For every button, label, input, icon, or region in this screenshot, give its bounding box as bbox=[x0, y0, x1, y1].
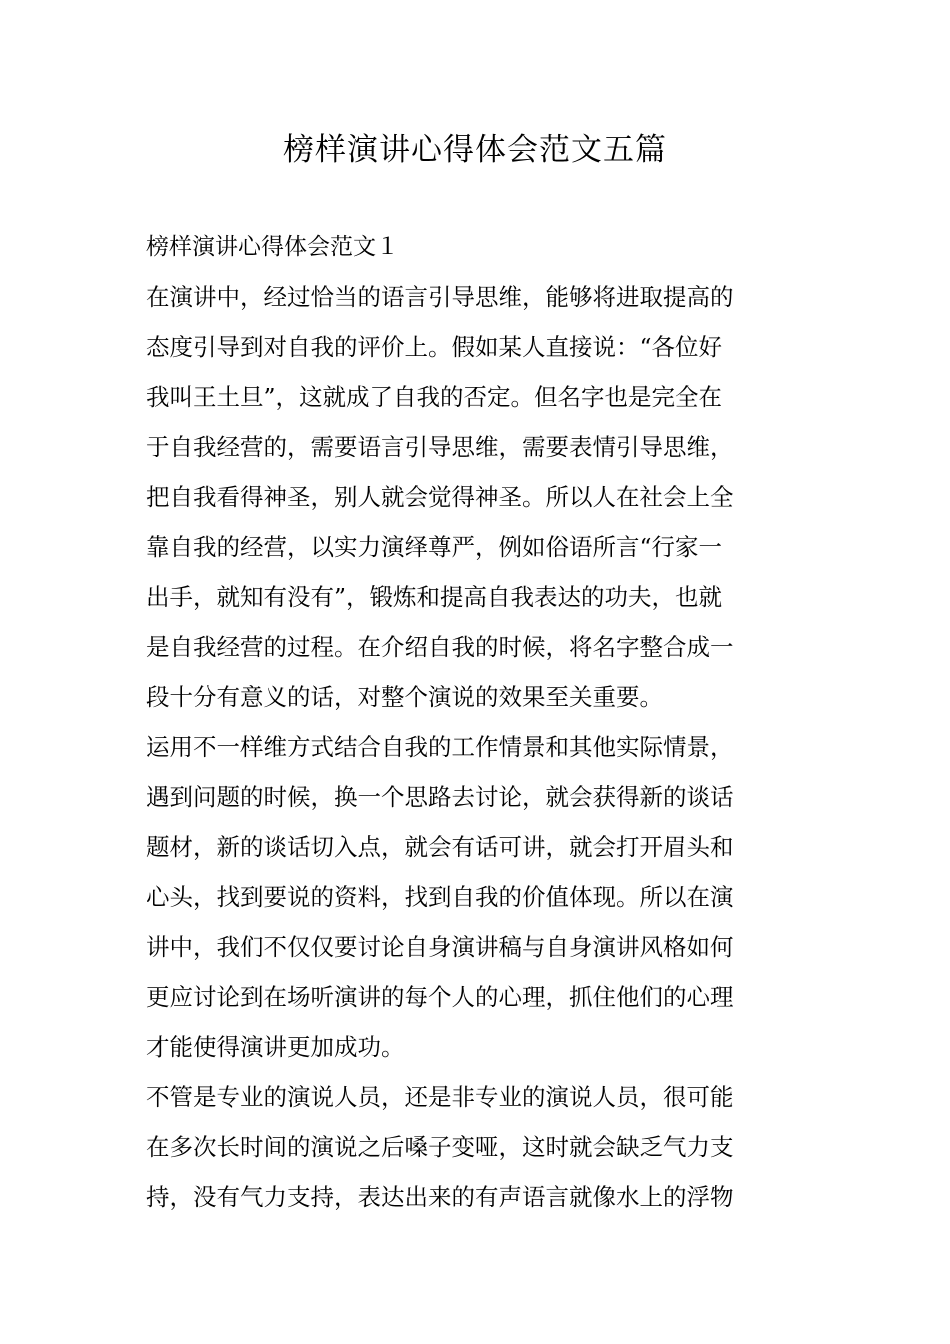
paragraph-2-line-3: 题材，新的谈话切入点，就会有话可讲，就会打开眉头和 bbox=[146, 833, 734, 861]
paragraph-1-line-7: 出手，就知有没有”，锻炼和提高自我表达的功夫，也就 bbox=[146, 583, 723, 611]
paragraph-2-line-2: 遇到问题的时候，换一个思路去讨论，就会获得新的谈话 bbox=[146, 783, 734, 811]
paragraph-2-line-6: 更应讨论到在场听演讲的每个人的心理，抓住他们的心理 bbox=[146, 983, 734, 1011]
paragraph-2-line-7: 才能使得演讲更加成功。 bbox=[146, 1033, 405, 1061]
paragraph-1-line-1: 在演讲中，经过恰当的语言引导思维，能够将进取提高的 bbox=[146, 283, 734, 311]
paragraph-1-line-3: 我叫王土旦”，这就成了自我的否定。但名字也是完全在 bbox=[146, 383, 723, 411]
paragraph-1-line-9: 段十分有意义的话，对整个演说的效果至关重要。 bbox=[146, 683, 663, 711]
paragraph-3-line-3: 持，没有气力支持，表达出来的有声语言就像水上的浮物 bbox=[146, 1183, 734, 1211]
paragraph-2-line-5: 讲中，我们不仅仅要讨论自身演讲稿与自身演讲风格如何 bbox=[146, 933, 734, 961]
paragraph-1-line-2: 态度引导到对自我的评价上。假如某人直接说：“各位好 bbox=[146, 333, 723, 361]
paragraph-1-line-8: 是自我经营的过程。在介绍自我的时候，将名字整合成一 bbox=[146, 633, 734, 661]
paragraph-3-line-1: 不管是专业的演说人员，还是非专业的演说人员，很可能 bbox=[146, 1083, 734, 1111]
paragraph-2-line-4: 心头，找到要说的资料，找到自我的价值体现。所以在演 bbox=[146, 883, 734, 911]
paragraph-1-line-5: 把自我看得神圣，别人就会觉得神圣。所以人在社会上全 bbox=[146, 483, 734, 511]
paragraph-1-line-4: 于自我经营的，需要语言引导思维，需要表情引导思维， bbox=[146, 433, 734, 461]
paragraph-3-line-2: 在多次长时间的演说之后嗓子变哑，这时就会缺乏气力支 bbox=[146, 1133, 734, 1161]
document-title: 榜样演讲心得体会范文五篇 bbox=[283, 132, 667, 168]
paragraph-1-line-6: 靠自我的经营，以实力演绎尊严，例如俗语所言“行家一 bbox=[146, 533, 723, 561]
paragraph-2-line-1: 运用不一样维方式结合自我的工作情景和其他实际情景， bbox=[146, 733, 734, 761]
section-heading: 榜样演讲心得体会范文１ bbox=[146, 234, 399, 260]
